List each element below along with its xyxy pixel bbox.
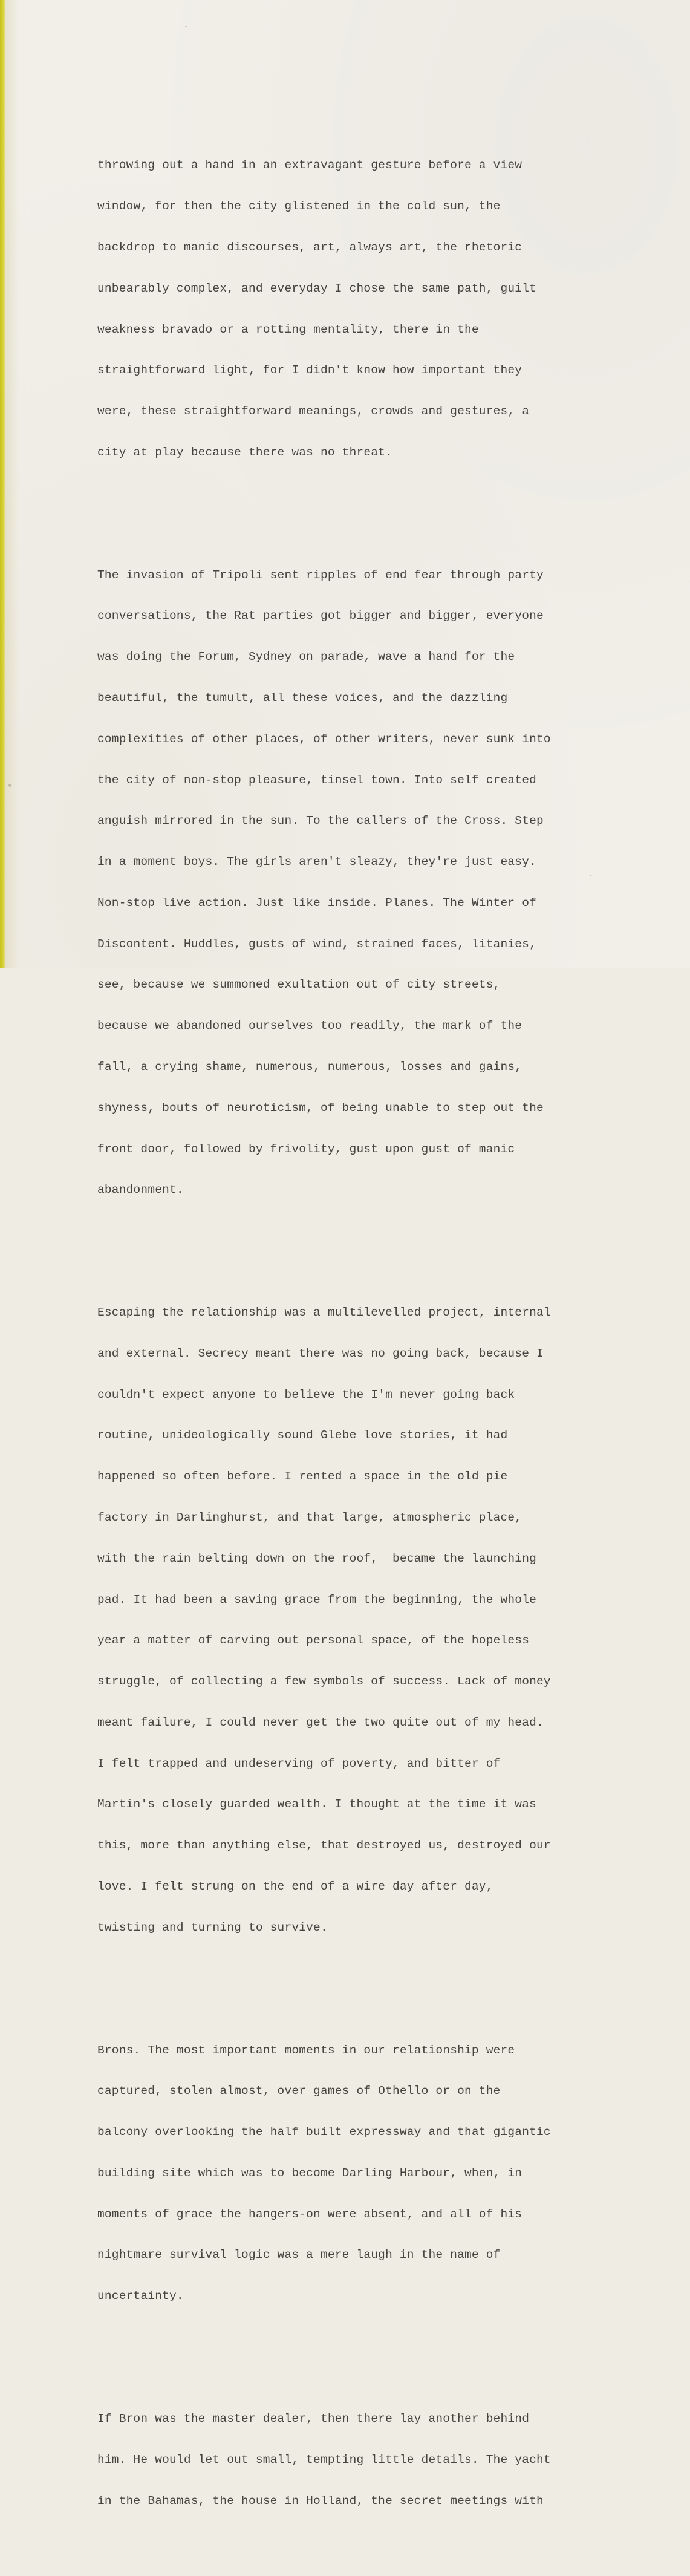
text-line: If Bron was the master dealer, then there lay another behind — [97, 2411, 530, 2425]
text-line: meant failure, I could never get the two quite out of my head. — [97, 1715, 544, 1729]
text-line: the city of non-stop pleasure, tinsel town. Into self created — [97, 773, 537, 787]
text-line: and external. Secrecy meant there was no going back, because I — [97, 1346, 544, 1360]
text-line: Non-stop live action. Just like inside. Planes. The Winter of — [97, 896, 537, 910]
text-line: Discontent. Huddles, gusts of wind, strained faces, litanies, — [97, 937, 537, 951]
paragraph-1 — [97, 131, 642, 486]
text-line: fall, a crying shame, numerous, numerous, losses and gains, — [97, 1060, 522, 1074]
paper-speck — [185, 26, 187, 27]
text-line: straightforward light, for I didn't know how important they — [97, 364, 522, 377]
text-line: struggle, of collecting a few symbols of success. Lack of money — [97, 1675, 551, 1689]
text-line: factory in Darlinghurst, and that large, atmospheric place, — [97, 1510, 522, 1524]
text-line: love. I felt strung on the end of a wire day after day, — [97, 1880, 493, 1893]
paragraph-2 — [97, 541, 642, 1224]
text-line: uncertainty. — [97, 2289, 184, 2303]
text-line: balcony overlooking the half built expressway and that gigantic — [97, 2125, 551, 2139]
binding-shadow — [5, 0, 19, 968]
paragraph-5 — [97, 2385, 642, 2535]
paragraph-4 — [97, 2016, 642, 2330]
text-line: throwing out a hand in an extravagant gesture before a view — [97, 158, 522, 172]
text-line: moments of grace the hangers-on were absent, and all of his — [97, 2207, 522, 2221]
text-line: front door, followed by frivolity, gust upon gust of manic — [97, 1142, 515, 1156]
text-line: captured, stolen almost, over games of Othello or on the — [97, 2084, 501, 2098]
text-line: conversations, the Rat parties got bigger and bigger, everyone — [97, 609, 544, 623]
text-line: see, because we summoned exultation out of city streets, — [97, 978, 501, 992]
paper-speck — [8, 784, 11, 787]
text-line: I felt trapped and undeserving of poverty, and bitter of — [97, 1756, 501, 1770]
text-line: abandonment. — [97, 1183, 184, 1197]
text-line: Brons. The most important moments in our relationship were — [97, 2043, 515, 2057]
text-line: Escaping the relationship was a multilevelled project, internal — [97, 1306, 551, 1320]
text-line: was doing the Forum, Sydney on parade, wave a hand for the — [97, 650, 515, 664]
text-line: happened so often before. I rented a space in the old pie — [97, 1470, 508, 1484]
text-line: because we abandoned ourselves too readily, the mark of the — [97, 1019, 522, 1033]
text-line: with the rain belting down on the roof, became the launching — [97, 1551, 537, 1565]
text-line: this, more than anything else, that destroyed us, destroyed our — [97, 1839, 551, 1853]
paragraph-3 — [97, 1279, 642, 1962]
text-line: year a matter of carving out personal space, of the hopeless — [97, 1634, 530, 1648]
text-line: routine, unideologically sound Glebe love stories, it had — [97, 1429, 508, 1443]
text-line: building site which was to become Darling Harbour, when, in — [97, 2166, 522, 2180]
typed-text-body — [97, 104, 642, 2576]
text-line: in a moment boys. The girls aren't sleazy, they're just easy. — [97, 855, 537, 869]
text-line: him. He would let out small, tempting little details. The yacht — [97, 2453, 551, 2467]
text-line: anguish mirrored in the sun. To the callers of the Cross. Step — [97, 814, 544, 828]
text-line: beautiful, the tumult, all these voices, and the dazzling — [97, 691, 508, 705]
text-line: twisting and turning to survive. — [97, 1920, 328, 1934]
text-line: shyness, bouts of neuroticism, of being unable to step out the — [97, 1101, 544, 1115]
text-line: backdrop to manic discourses, art, always art, the rhetoric — [97, 240, 522, 254]
text-line: window, for then the city glistened in the cold sun, the — [97, 200, 501, 214]
text-line: pad. It had been a saving grace from the beginning, the whole — [97, 1593, 537, 1606]
text-line: city at play because there was no threat. — [97, 445, 392, 459]
text-line: were, these straightforward meanings, crowds and gestures, a — [97, 405, 530, 419]
text-line: complexities of other places, of other writers, never sunk into — [97, 732, 551, 746]
text-line: unbearably complex, and everyday I chose the same path, guilt — [97, 281, 537, 295]
text-line: Martin's closely guarded wealth. I thought at the time it was — [97, 1798, 537, 1811]
binding-edge — [0, 0, 5, 968]
text-line: in the Bahamas, the house in Holland, the secret meetings with — [97, 2494, 544, 2508]
text-line: The invasion of Tripoli sent ripples of end fear through party — [97, 568, 544, 582]
text-line: nightmare survival logic was a mere laugh in the name of — [97, 2248, 501, 2262]
text-line: weakness bravado or a rotting mentality, there in the — [97, 322, 479, 336]
text-line: couldn't expect anyone to believe the I'm never going back — [97, 1387, 515, 1401]
